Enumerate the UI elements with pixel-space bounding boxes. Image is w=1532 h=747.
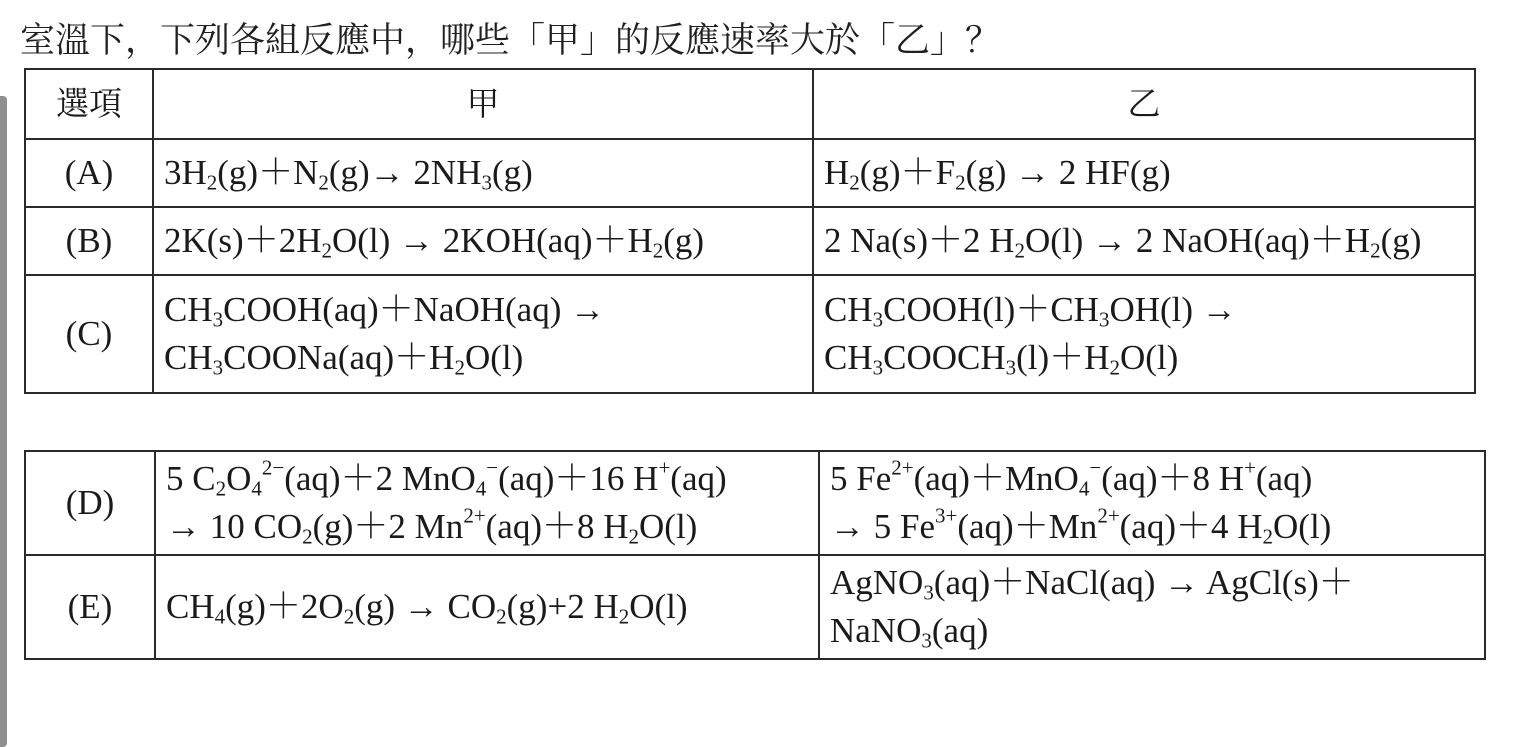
reaction-table-1	[24, 68, 1476, 394]
reaction-jia	[153, 207, 813, 275]
equation-line: 5 $C_2O_4^{2-}(aq)+2$ MnO$_4$−(aq)＋16 H+(aq)	[166, 455, 727, 501]
equation-line: AgNO$_3$(aq)＋NaCl(aq) → AgCl(s)＋	[830, 563, 1354, 605]
reaction-jia	[153, 139, 813, 207]
reaction-jia	[153, 275, 813, 393]
equation-line: $2K(s)+2H_2O(l) \to 2KOH(aq)+H_2(g)$	[164, 221, 705, 263]
option-label: (C)	[25, 275, 153, 393]
table-row	[25, 275, 1475, 393]
equation-line: → 5 $Fe^{3+}(aq)+Mn^{2+}(aq)+4$ $H_2O(l)$	[830, 503, 1332, 549]
reaction-jia	[155, 555, 819, 659]
equation-line: $CH_3COOCH_3(l)+H_2O(l)$	[824, 338, 1179, 380]
equation-line: $3H_2(g)+N_2(g)\to 2NH_3(g)$	[164, 153, 533, 195]
reaction-yi	[813, 139, 1475, 207]
reaction-yi	[819, 555, 1485, 659]
equation-line: NaNO$_3$(aq)	[830, 611, 989, 653]
option-label: (E)	[25, 555, 155, 659]
reaction-yi	[819, 451, 1485, 555]
table-row	[25, 451, 1485, 555]
reaction-yi	[813, 207, 1475, 275]
equation-line: 5 $Fe^{2+}(aq)+MnO_4^-(aq)+8$ H+(aq)	[830, 455, 1313, 501]
header-yi: 乙	[813, 69, 1475, 139]
table-row	[25, 207, 1475, 275]
reaction-yi	[813, 275, 1475, 393]
option-label: (D)	[25, 451, 155, 555]
question-text: 室溫下，下列各組反應中，哪些「甲」的反應速率大於「乙」？	[20, 21, 1001, 61]
reaction-table-2	[24, 450, 1486, 660]
table-row	[25, 139, 1475, 207]
reaction-jia	[155, 451, 819, 555]
header-jia: 甲	[153, 69, 813, 139]
table-row	[25, 555, 1485, 659]
header-option: 選項	[25, 69, 153, 139]
equation-line: → 10 $CO_2(g)+2$ $Mn^{2+}(aq)+8$ $H_2O(l)$	[166, 503, 698, 549]
equation-line: $H_2(g)+F_2(g) \to 2$ HF(g)	[824, 153, 1171, 195]
equation-line: $CH_3COOH(l)+CH_3OH(l)$ →	[824, 290, 1237, 332]
equation-line: $CH_3COONa(aq)+H_2O(l)$	[164, 338, 524, 380]
left-scroll-edge	[0, 96, 7, 747]
equation-line: $CH_4(g)+2O_2(g) \to CO_2(g)+2$ $H_2O(l)$	[166, 587, 688, 629]
option-label: (B)	[25, 207, 153, 275]
equation-line: $CH_3COOH(aq)+NaOH(aq)$ →	[164, 290, 606, 332]
table-header-row	[25, 69, 1475, 139]
option-label: (A)	[25, 139, 153, 207]
equation-line: 2 Na(s)＋2 $H_2O(l) \to 2$ $NaOH(aq)+H_2(g)$	[824, 221, 1422, 263]
